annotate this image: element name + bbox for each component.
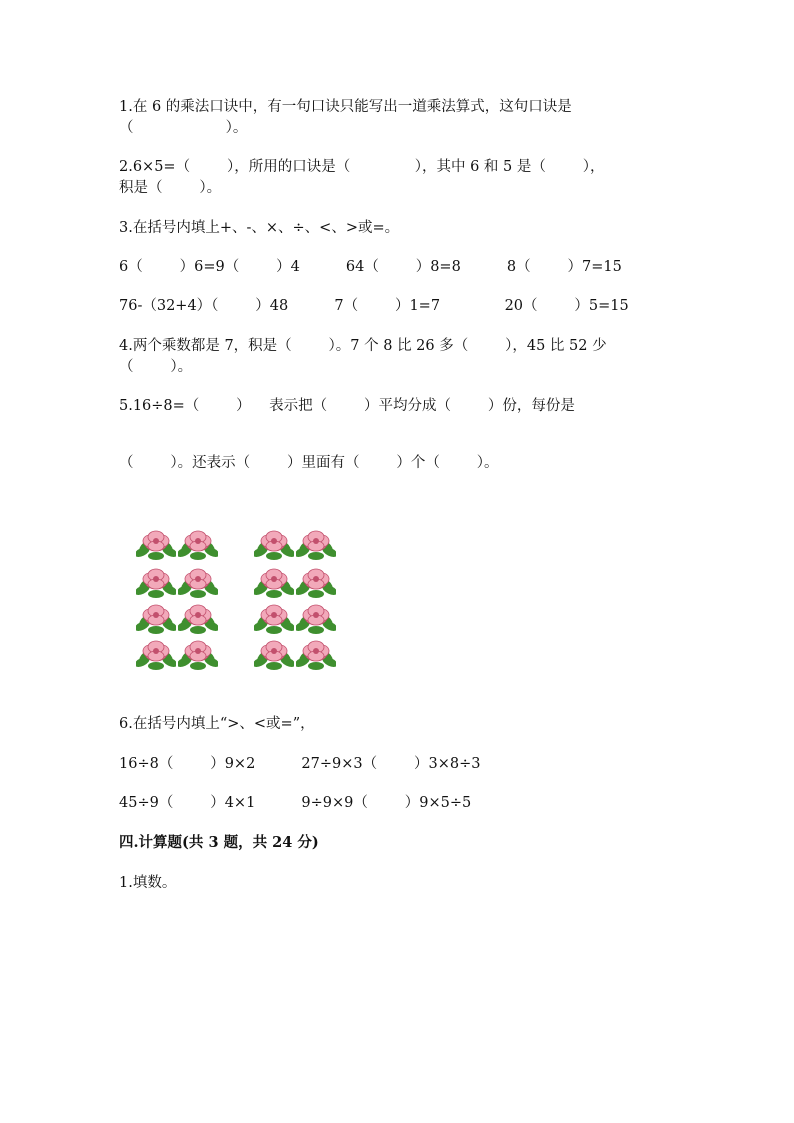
q2-line2: 积是（ ）。 — [119, 180, 222, 196]
flower-icon — [296, 528, 336, 560]
flower-icon — [178, 638, 218, 670]
q6-row1: 16÷8（ ）9×2 27÷9×3（ ）3×8÷3 — [119, 756, 481, 772]
flower-icon — [136, 566, 176, 598]
flower-icon — [254, 638, 294, 670]
flower-icon — [178, 602, 218, 634]
flower-icon — [296, 602, 336, 634]
q3-row2: 76-（32+4）（ ）48 7（ ）1=7 20（ ）5=15 — [119, 298, 629, 314]
flower-icon — [178, 528, 218, 560]
flower-icon — [296, 566, 336, 598]
section4-heading: 四.计算题(共 3 题，共 24 分) — [119, 834, 319, 851]
flowers-illustration — [136, 528, 346, 674]
flower-icon — [136, 602, 176, 634]
q4-line1: 4.两个乘数都是 7，积是（ ）。7 个 8 比 26 多（ ），45 比 52 少 — [119, 338, 607, 354]
q5-line2: （ ）。还表示（ ）里面有（ ）个（ ）。 — [119, 455, 499, 471]
q1-line2: （ ）。 — [119, 120, 248, 136]
flower-icon — [296, 638, 336, 670]
q3-row1: 6（ ）6=9（ ）4 64（ ）8=8 8（ ）7=15 — [119, 259, 622, 275]
q2-line1: 2.6×5=（ ），所用的口诀是（ ），其中 6 和 5 是（ ）， — [119, 159, 605, 175]
flower-icon — [254, 602, 294, 634]
flower-icon — [136, 528, 176, 560]
flower-icon — [178, 566, 218, 598]
flower-icon — [136, 638, 176, 670]
q6-row2: 45÷9（ ）4×1 9÷9×9（ ）9×5÷5 — [119, 795, 472, 811]
q4-line2: （ ）。 — [119, 359, 193, 375]
q5-line1: 5.16÷8=（ ） 表示把（ ）平均分成（ ）份，每份是 — [119, 398, 575, 414]
flower-icon — [254, 528, 294, 560]
flower-icon — [254, 566, 294, 598]
q3-title: 3.在括号内填上+、-、×、÷、<、>或=。 — [119, 220, 400, 236]
q6-title: 6.在括号内填上“>、<或=”， — [119, 716, 315, 732]
section4-q1: 1.填数。 — [119, 875, 177, 891]
q1-line1: 1.在 6 的乘法口诀中，有一句口诀只能写出一道乘法算式，这句口诀是 — [119, 99, 572, 115]
